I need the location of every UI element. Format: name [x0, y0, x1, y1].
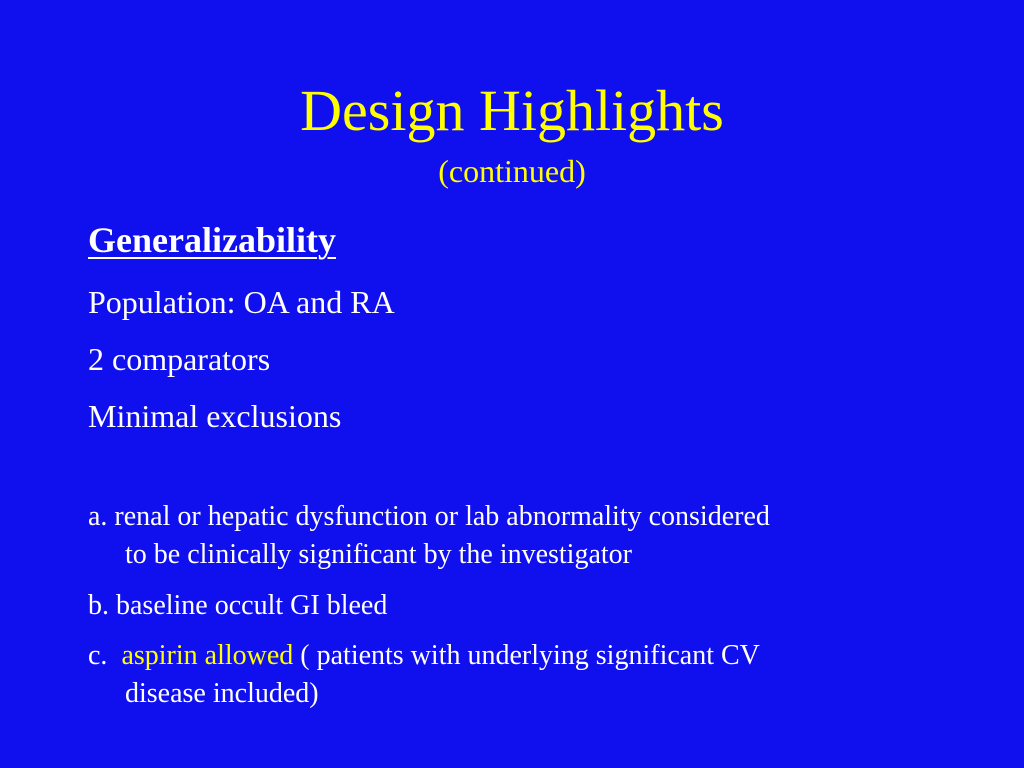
point-minimal-exclusions: Minimal exclusions [88, 398, 342, 434]
exclusion-item-a [88, 498, 770, 574]
exclusion-c-rest: ( patients with underlying significant CV [293, 640, 760, 671]
exclusion-c-line2: disease included) [125, 678, 319, 709]
exclusion-a-line1: a. renal or hepatic dysfunction or lab abnormality considered [88, 501, 770, 532]
point-population: Population: OA and RA [88, 284, 395, 320]
slide-subtitle: (continued) [438, 153, 586, 189]
slide-title: Design Highlights [300, 78, 724, 143]
exclusion-a-line2: to be clinically significant by the investigator [125, 539, 632, 570]
exclusion-item-c [88, 637, 760, 713]
point-comparators: 2 comparators [88, 341, 271, 377]
exclusion-item-b: b. baseline occult GI bleed [88, 590, 388, 621]
aspirin-allowed-highlight: aspirin allowed [121, 640, 294, 671]
exclusion-c-prefix: c. [88, 640, 122, 671]
section-heading: Generalizability [88, 220, 336, 260]
